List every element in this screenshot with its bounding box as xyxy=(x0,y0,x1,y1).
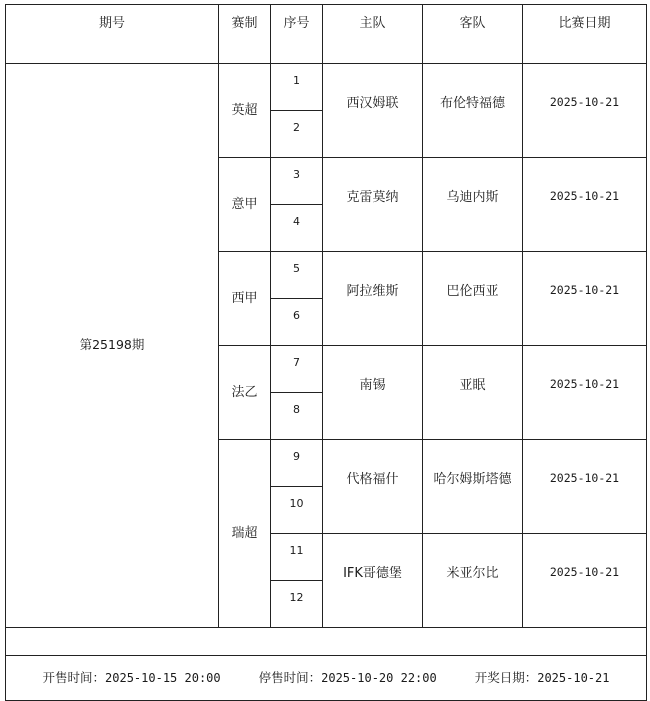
match-date-cell: 2025-10-21 xyxy=(523,158,647,252)
sale-end-value: 2025-10-20 22:00 xyxy=(321,670,437,685)
league-cell: 英超 xyxy=(219,64,271,158)
home-team-cell: 南锡 xyxy=(323,346,423,440)
league-cell: 意甲 xyxy=(219,158,271,252)
blank-row xyxy=(6,628,647,656)
league-cell: 西甲 xyxy=(219,252,271,346)
index-cell: 7 xyxy=(271,346,323,393)
league-cell: 瑞超 xyxy=(219,440,271,628)
index-cell: 11 xyxy=(271,534,323,581)
table-row xyxy=(6,64,647,111)
match-date-cell: 2025-10-21 xyxy=(523,534,647,628)
away-team-cell: 亚眠 xyxy=(423,346,523,440)
header-issue: 期号 xyxy=(6,5,219,64)
home-team-cell: IFK哥德堡 xyxy=(323,534,423,628)
blank-cell xyxy=(6,628,647,656)
draw-date-label: 开奖日期： xyxy=(474,669,538,685)
sale-start-value: 2025-10-15 20:00 xyxy=(105,670,221,685)
sale-end-label: 停售时间： xyxy=(258,669,322,685)
index-cell: 1 xyxy=(271,64,323,111)
match-date-cell: 2025-10-21 xyxy=(523,64,647,158)
sale-start xyxy=(42,669,221,685)
index-cell: 10 xyxy=(271,487,323,534)
match-date-cell: 2025-10-21 xyxy=(523,346,647,440)
issue-cell: 第25198期 xyxy=(6,64,219,628)
away-team-cell: 乌迪内斯 xyxy=(423,158,523,252)
index-cell: 5 xyxy=(271,252,323,299)
sale-start-label: 开售时间： xyxy=(42,669,106,685)
header-date: 比赛日期 xyxy=(523,5,647,64)
away-team-cell: 布伦特福德 xyxy=(423,64,523,158)
away-team-cell: 米亚尔比 xyxy=(423,534,523,628)
header-index: 序号 xyxy=(271,5,323,64)
home-team-cell: 代格福什 xyxy=(323,440,423,534)
index-cell: 4 xyxy=(271,205,323,252)
home-team-cell: 西汉姆联 xyxy=(323,64,423,158)
header-home: 主队 xyxy=(323,5,423,64)
footer-cell xyxy=(6,656,647,701)
away-team-cell: 巴伦西亚 xyxy=(423,252,523,346)
away-team-cell: 哈尔姆斯塔德 xyxy=(423,440,523,534)
header-row xyxy=(6,5,647,64)
sale-end xyxy=(258,669,437,685)
index-cell: 2 xyxy=(271,111,323,158)
lottery-schedule-table xyxy=(5,4,647,701)
index-cell: 8 xyxy=(271,393,323,440)
match-date-cell: 2025-10-21 xyxy=(523,440,647,534)
match-date-cell: 2025-10-21 xyxy=(523,252,647,346)
home-team-cell: 阿拉维斯 xyxy=(323,252,423,346)
footer-row xyxy=(6,656,647,701)
league-cell: 法乙 xyxy=(219,346,271,440)
index-cell: 9 xyxy=(271,440,323,487)
home-team-cell: 克雷莫纳 xyxy=(323,158,423,252)
draw-date-value: 2025-10-21 xyxy=(537,670,610,685)
index-cell: 6 xyxy=(271,299,323,346)
header-league: 赛制 xyxy=(219,5,271,64)
header-away: 客队 xyxy=(423,5,523,64)
index-cell: 12 xyxy=(271,581,323,628)
draw-date xyxy=(474,669,610,685)
index-cell: 3 xyxy=(271,158,323,205)
